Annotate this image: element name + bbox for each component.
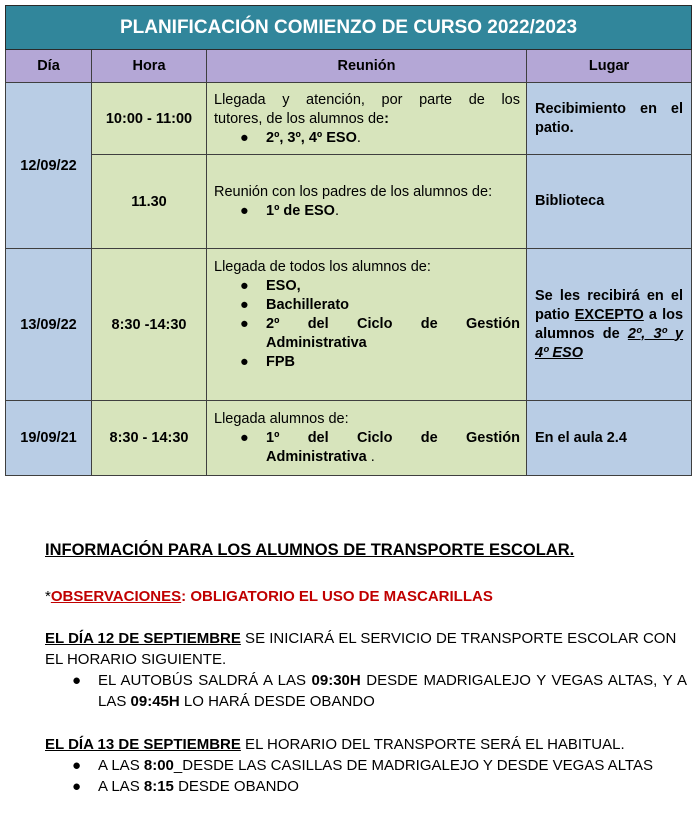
except-text: EXCEPTO	[574, 306, 644, 323]
list-item: ● 2º del Ciclo de Gestión Administrativa	[240, 316, 520, 351]
meeting-cell	[207, 249, 527, 401]
meeting-text-cont: tutores, de los alumnos de:	[214, 111, 389, 127]
day-cell: 19/09/21	[6, 401, 92, 476]
list-item: ● FPB	[240, 354, 295, 370]
bullet-icon: ●	[72, 757, 82, 774]
page-title: PLANIFICACIÓN COMIENZO DE CURSO 2022/2023	[6, 6, 692, 50]
list-item: ● 1º del Ciclo de Gestión Administrativa .	[240, 430, 520, 465]
meeting-text: Llegada y atención, por parte de los	[214, 92, 520, 108]
transport-title: INFORMACIÓN PARA LOS ALUMNOS DE TRANSPORTE ESCOLAR.	[45, 541, 575, 559]
day13-list	[45, 755, 687, 797]
meeting-cell	[207, 83, 527, 155]
header-reunion: Reunión	[207, 50, 527, 83]
day12-section	[45, 628, 687, 712]
bullet-icon: ●	[240, 297, 249, 313]
list-item: ● A LAS 8:00_DESDE LAS CASILLAS DE MADRIGALEJO Y DESDE VEGAS ALTAS	[72, 757, 653, 774]
list-item: ● 1º de ESO.	[240, 203, 339, 219]
hour-cell: 8:30 -14:30	[92, 249, 207, 401]
day-cell: 12/09/22	[6, 83, 92, 249]
day13-section	[45, 734, 687, 797]
meeting-list	[214, 277, 520, 372]
courses-text: 2º, 3º y 4º ESO	[535, 325, 684, 361]
meeting-text: Reunión con los padres de los alumnos de:	[214, 184, 493, 200]
list-item: ● Bachillerato	[240, 297, 349, 313]
bullet-icon: ●	[240, 430, 249, 446]
hour-cell: 10:00 - 11:00	[92, 83, 207, 155]
table-row	[6, 401, 692, 476]
bullet-icon: ●	[72, 672, 82, 689]
list-item: ● ESO,	[240, 278, 301, 294]
list-item: ● 2º, 3º, 4º ESO.	[240, 130, 361, 146]
day12-list	[45, 670, 687, 712]
day12-paragraph: EL DÍA 12 DE SEPTIEMBRE SE INICIARÁ EL SERVICIO DE TRANSPORTE ESCOLAR CON EL HORARIO SIGUIENTE.	[45, 630, 677, 668]
list-item: ● EL AUTOBÚS SALDRÁ A LAS 09:30H DESDE MADRIGALEJO Y VEGAS ALTAS, Y A LAS 09:45H LO HARÁ DESDE OBANDO	[72, 672, 687, 710]
hour-cell: 11.30	[92, 155, 207, 249]
bullet-icon: ●	[240, 278, 249, 294]
header-hora: Hora	[92, 50, 207, 83]
meeting-list	[214, 202, 520, 221]
hour-cell: 8:30 - 14:30	[92, 401, 207, 476]
table-row	[6, 155, 692, 249]
meeting-text: Llegada de todos los alumnos de:	[214, 259, 431, 275]
meeting-cell	[207, 401, 527, 476]
table-row	[6, 249, 692, 401]
bullet-icon: ●	[240, 130, 249, 146]
list-item: ● A LAS 8:15 DESDE OBANDO	[72, 778, 299, 795]
meeting-cell	[207, 155, 527, 249]
observations-label: OBSERVACIONES	[50, 588, 182, 605]
day-cell: 13/09/22	[6, 249, 92, 401]
place-cell: Biblioteca	[527, 155, 692, 249]
place-cell: En el aula 2.4	[527, 401, 692, 476]
meeting-text: Llegada alumnos de:	[214, 411, 349, 427]
header-dia: Día	[6, 50, 92, 83]
day13-paragraph: EL DÍA 13 DE SEPTIEMBRE EL HORARIO DEL TRANSPORTE SERÁ EL HABITUAL.	[45, 736, 625, 753]
header-lugar: Lugar	[527, 50, 692, 83]
place-cell: Recibimiento en el patio.	[527, 83, 692, 155]
observations: *OBSERVACIONES: OBLIGATORIO EL USO DE MASCARILLAS	[45, 588, 493, 605]
table-row	[6, 83, 692, 155]
meeting-list	[214, 429, 520, 467]
meeting-list	[214, 129, 520, 148]
bullet-icon: ●	[240, 316, 249, 332]
place-cell: Se les recibirá en el patio EXCEPTO a los alumnos de 2º, 3º y 4º ESO	[527, 249, 692, 401]
bullet-icon: ●	[72, 778, 82, 795]
bullet-icon: ●	[240, 203, 249, 219]
schedule-table	[5, 5, 692, 476]
bullet-icon: ●	[240, 354, 249, 370]
